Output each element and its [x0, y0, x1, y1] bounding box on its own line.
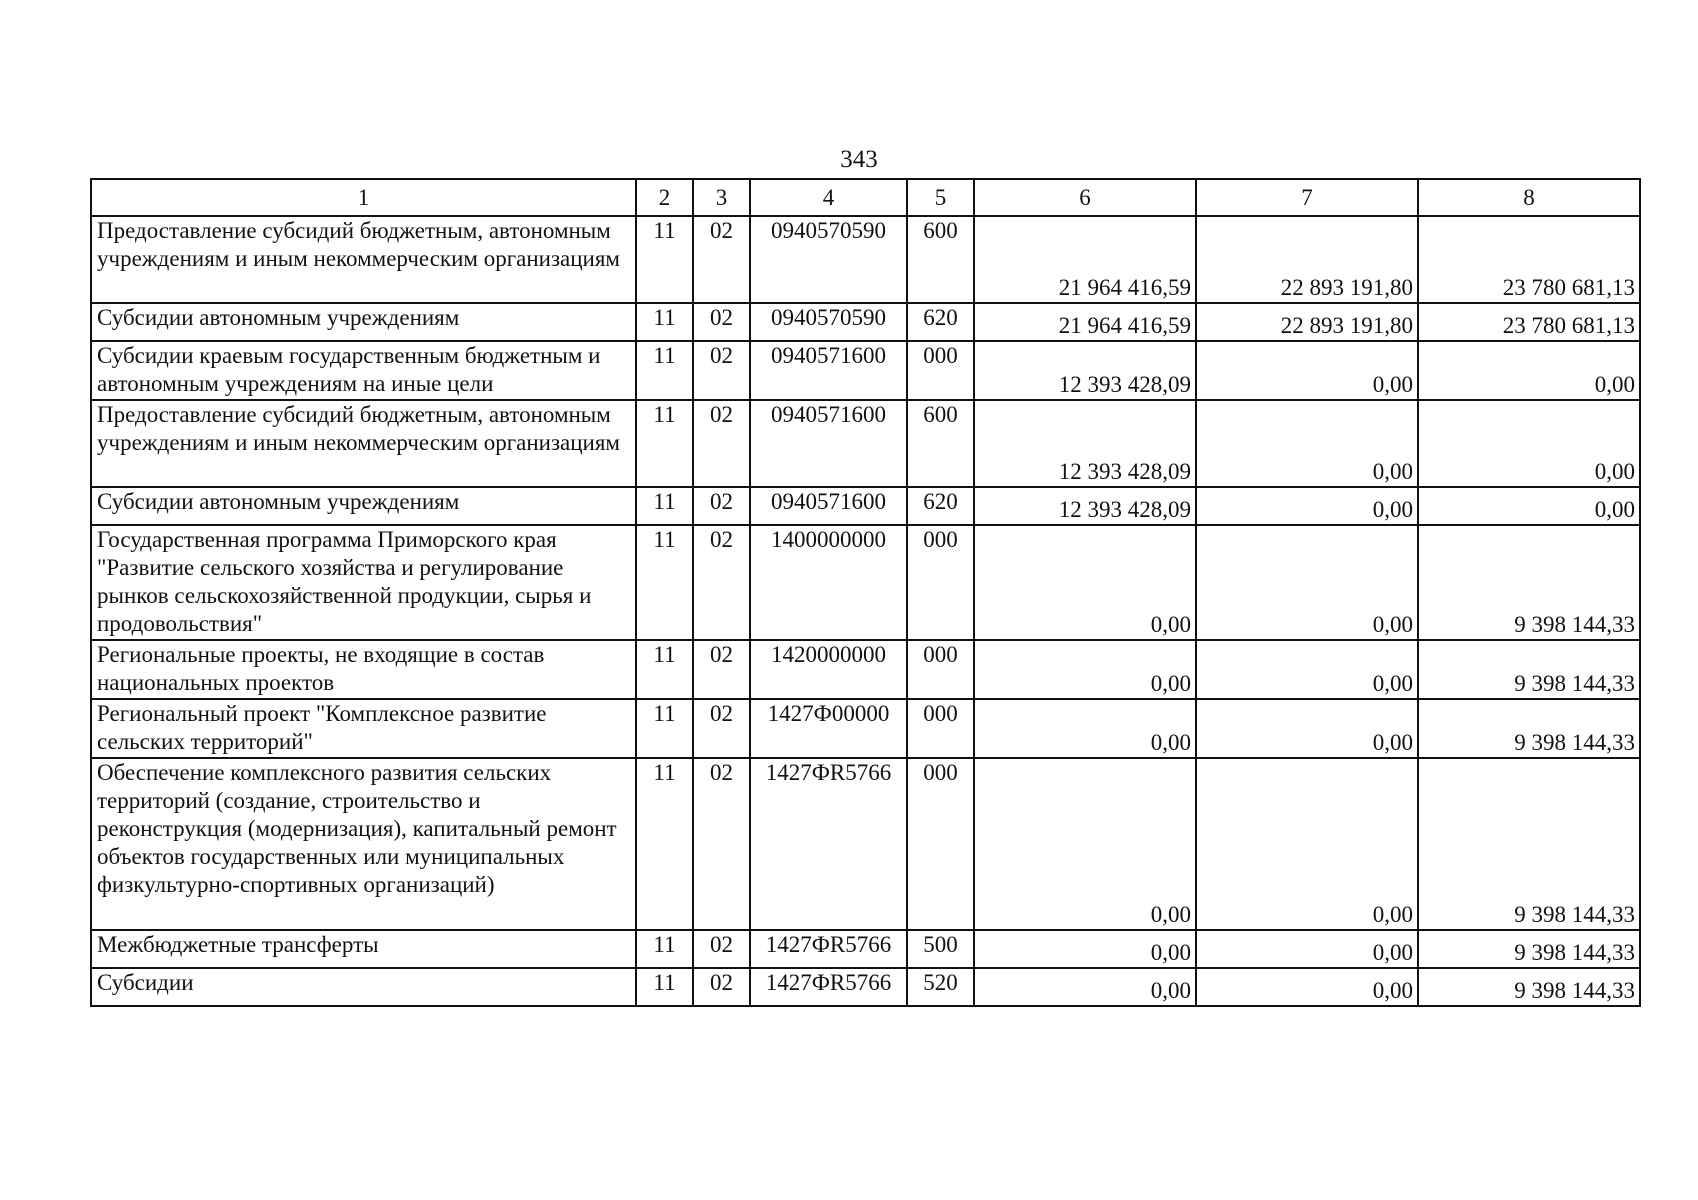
table-header-row	[91, 179, 1640, 216]
column-header-2: 2	[636, 179, 693, 216]
table-row	[91, 216, 1640, 303]
table-row	[91, 341, 1640, 400]
table-row	[91, 400, 1640, 487]
row-name-cell: Субсидии автономным учреждениям	[91, 303, 636, 341]
target-article-cell: 0940570590	[750, 216, 907, 303]
row-name-cell: Субсидии автономным учреждениям	[91, 487, 636, 525]
amount-col8-cell: 23 780 681,13	[1418, 216, 1640, 303]
amount-col7-cell: 0,00	[1196, 758, 1418, 930]
section-code-cell: 11	[636, 968, 693, 1006]
target-article-cell: 1427ФR5766	[750, 930, 907, 968]
section-code-cell: 11	[636, 303, 693, 341]
target-article-cell: 0940570590	[750, 303, 907, 341]
amount-col7-cell: 0,00	[1196, 640, 1418, 699]
amount-col8-cell: 9 398 144,33	[1418, 968, 1640, 1006]
row-name-cell: Государственная программа Приморского края "Развитие сельского хозяйства и регулирование рынков сельскохозяйственной продукции, сырья и продовольствия"	[91, 525, 636, 640]
amount-col7-cell: 0,00	[1196, 487, 1418, 525]
amount-col7-cell: 0,00	[1196, 968, 1418, 1006]
target-article-cell: 1427ФR5766	[750, 968, 907, 1006]
table-row	[91, 525, 1640, 640]
expense-type-cell: 500	[907, 930, 974, 968]
subsection-code-cell: 02	[693, 400, 750, 487]
expense-type-cell: 620	[907, 487, 974, 525]
table-row	[91, 699, 1640, 758]
table-row	[91, 968, 1640, 1006]
section-code-cell: 11	[636, 487, 693, 525]
expense-type-cell: 000	[907, 699, 974, 758]
expense-type-cell: 600	[907, 216, 974, 303]
section-code-cell: 11	[636, 758, 693, 930]
target-article-cell: 0940571600	[750, 341, 907, 400]
target-article-cell: 1427ФR5766	[750, 758, 907, 930]
amount-col8-cell: 9 398 144,33	[1418, 699, 1640, 758]
row-name-cell: Субсидии	[91, 968, 636, 1006]
section-code-cell: 11	[636, 341, 693, 400]
target-article-cell: 1400000000	[750, 525, 907, 640]
target-article-cell: 1427Ф00000	[750, 699, 907, 758]
subsection-code-cell: 02	[693, 303, 750, 341]
column-header-8: 8	[1418, 179, 1640, 216]
expense-type-cell: 000	[907, 758, 974, 930]
amount-col8-cell: 9 398 144,33	[1418, 640, 1640, 699]
amount-col8-cell: 0,00	[1418, 341, 1640, 400]
expense-type-cell: 520	[907, 968, 974, 1006]
target-article-cell: 1420000000	[750, 640, 907, 699]
section-code-cell: 11	[636, 216, 693, 303]
amount-col6-cell: 12 393 428,09	[974, 487, 1196, 525]
subsection-code-cell: 02	[693, 525, 750, 640]
table-row	[91, 930, 1640, 968]
subsection-code-cell: 02	[693, 968, 750, 1006]
amount-col6-cell: 0,00	[974, 968, 1196, 1006]
budget-table	[90, 178, 1641, 1007]
row-name-cell: Предоставление субсидий бюджетным, автономным учреждениям и иным некоммерческим организациям	[91, 216, 636, 303]
column-header-6: 6	[974, 179, 1196, 216]
amount-col6-cell: 0,00	[974, 930, 1196, 968]
column-header-4: 4	[750, 179, 907, 216]
amount-col8-cell: 0,00	[1418, 400, 1640, 487]
subsection-code-cell: 02	[693, 341, 750, 400]
column-header-3: 3	[693, 179, 750, 216]
amount-col7-cell: 0,00	[1196, 525, 1418, 640]
amount-col6-cell: 12 393 428,09	[974, 400, 1196, 487]
subsection-code-cell: 02	[693, 216, 750, 303]
subsection-code-cell: 02	[693, 640, 750, 699]
amount-col6-cell: 21 964 416,59	[974, 303, 1196, 341]
amount-col6-cell: 21 964 416,59	[974, 216, 1196, 303]
row-name-cell: Предоставление субсидий бюджетным, автономным учреждениям и иным некоммерческим организациям	[91, 400, 636, 487]
target-article-cell: 0940571600	[750, 400, 907, 487]
expense-type-cell: 000	[907, 640, 974, 699]
subsection-code-cell: 02	[693, 930, 750, 968]
table-row	[91, 758, 1640, 930]
expense-type-cell: 620	[907, 303, 974, 341]
amount-col8-cell: 9 398 144,33	[1418, 930, 1640, 968]
amount-col8-cell: 9 398 144,33	[1418, 758, 1640, 930]
amount-col7-cell: 22 893 191,80	[1196, 303, 1418, 341]
subsection-code-cell: 02	[693, 758, 750, 930]
amount-col7-cell: 0,00	[1196, 400, 1418, 487]
row-name-cell: Межбюджетные трансферты	[91, 930, 636, 968]
amount-col7-cell: 22 893 191,80	[1196, 216, 1418, 303]
row-name-cell: Региональный проект "Комплексное развитие сельских территорий"	[91, 699, 636, 758]
amount-col6-cell: 0,00	[974, 699, 1196, 758]
table-row	[91, 487, 1640, 525]
subsection-code-cell: 02	[693, 699, 750, 758]
row-name-cell: Субсидии краевым государственным бюджетным и автономным учреждениям на иные цели	[91, 341, 636, 400]
expense-type-cell: 600	[907, 400, 974, 487]
section-code-cell: 11	[636, 930, 693, 968]
target-article-cell: 0940571600	[750, 487, 907, 525]
column-header-5: 5	[907, 179, 974, 216]
column-header-7: 7	[1196, 179, 1418, 216]
amount-col8-cell: 9 398 144,33	[1418, 525, 1640, 640]
section-code-cell: 11	[636, 699, 693, 758]
section-code-cell: 11	[636, 400, 693, 487]
amount-col8-cell: 0,00	[1418, 487, 1640, 525]
section-code-cell: 11	[636, 525, 693, 640]
amount-col6-cell: 12 393 428,09	[974, 341, 1196, 400]
expense-type-cell: 000	[907, 341, 974, 400]
column-header-1: 1	[91, 179, 636, 216]
subsection-code-cell: 02	[693, 487, 750, 525]
table-row	[91, 640, 1640, 699]
expense-type-cell: 000	[907, 525, 974, 640]
row-name-cell: Обеспечение комплексного развития сельских территорий (создание, строительство и реконструкция (модернизация), капитальный ремонт объектов государственных или муниципальных физкультурно-спортивных организаций)	[91, 758, 636, 930]
amount-col6-cell: 0,00	[974, 525, 1196, 640]
page-number: 343	[840, 146, 878, 173]
amount-col7-cell: 0,00	[1196, 699, 1418, 758]
section-code-cell: 11	[636, 640, 693, 699]
amount-col7-cell: 0,00	[1196, 341, 1418, 400]
table-row	[91, 303, 1640, 341]
amount-col6-cell: 0,00	[974, 640, 1196, 699]
amount-col6-cell: 0,00	[974, 758, 1196, 930]
amount-col7-cell: 0,00	[1196, 930, 1418, 968]
amount-col8-cell: 23 780 681,13	[1418, 303, 1640, 341]
row-name-cell: Региональные проекты, не входящие в состав национальных проектов	[91, 640, 636, 699]
